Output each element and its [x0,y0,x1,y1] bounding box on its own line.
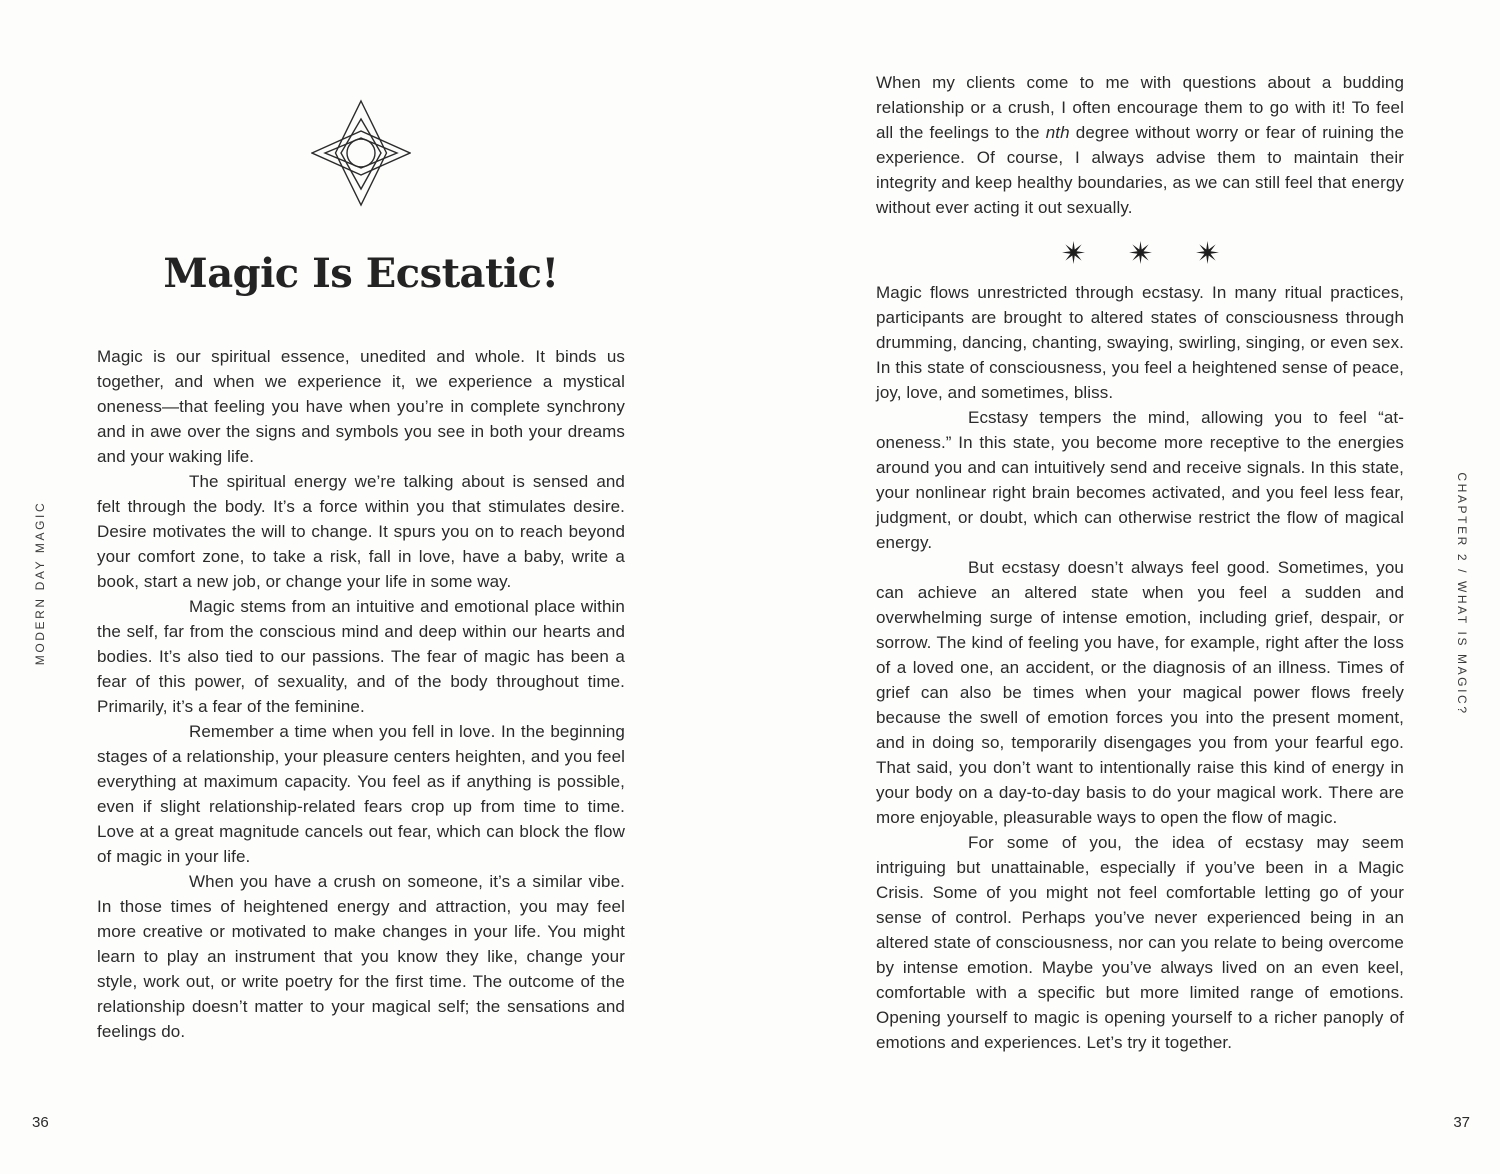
paragraph: Magic is our spiritual essence, unedited and whole. It binds us together, and when we experience it, we experience a mystical oneness—that feeling you have when you’re in complete synchrony and in awe over the signs and symbols you see in both your dreams and your waking life. [97,347,625,466]
star-ornament-icon [311,98,411,208]
left-page-body [97,344,625,1044]
intro-text-after: degree without worry or fear of ruining the experience. Of course, I always advise them to maintain their integrity and keep healthy boundaries, as we can still feel that energy without ever acting it out sexually. [876,123,1405,217]
right-running-header: CHAPTER 2 / WHAT IS MAGIC? [1455,472,1469,716]
paragraph: Magic flows unrestricted through ecstasy. In many ritual practices, participants are brought to altered states of consciousness through drumming, dancing, chanting, swaying, swirling, singing, or even sex. In this state of consciousness, you feel a heightened sense of peace, joy, love, and sometimes, bliss. [876,283,1404,402]
intro-italic-word: nth [1045,123,1070,142]
intro-text-before: When my clients come to me with questions about a budding relationship or a crush, I often encourage them to go with it! To feel all the feelings to the [876,73,1404,142]
left-page-number: 36 [32,1114,49,1131]
left-running-header: MODERN DAY MAGIC [33,500,47,666]
right-page-number: 37 [1453,1114,1470,1131]
paragraph: Remember a time when you fell in love. In the beginning stages of a relationship, your pleasure centers heighten, and you feel everything at maximum capacity. You feel as if anything is possible, even if slight relationship-related fears crop up from time to time. Love at a great magnitude cancels out fear, which can block the flow of magic in your life. [97,722,625,866]
paragraph: The spiritual energy we’re talking about is sensed and felt through the body. It’s a force within you that stimulates desire. Desire motivates the will to change. It spurs you on to reach beyond your comfort zone, to take a risk, fall in love, have a baby, write a book, start a new job, or change your life in some way. [97,472,625,591]
paragraph: For some of you, the idea of ecstasy may seem intriguing but unattainable, especially if you’ve been in a Magic Crisis. Some of you might not feel comfortable letting go of your sense of control. Perhaps you’ve never experienced being in an altered state of consciousness, nor can you relate to being overcome by intense emotion. Maybe you’ve always lived on an even keel, comfortable with a specific but more limited range of emotions. Opening yourself to magic is opening yourself to a richer panoply of emotions and experiences. Let’s try it together. [876,833,1404,1052]
section-break-star-icon [1128,240,1153,265]
paragraph: When you have a crush on someone, it’s a similar vibe. In those times of heightened energy and attraction, you may feel more creative or motivated to make changes in your life. You might learn to play an instrument that you know they like, change your style, work out, or write poetry for the first time. The outcome of the relationship doesn’t matter to your magical self; the sensations and feelings do. [97,872,625,1041]
right-page-body [876,70,1404,1055]
section-break-star-icon [1195,240,1220,265]
section-break [876,239,1404,265]
paragraph: Ecstasy tempers the mind, allowing you to feel “at-oneness.” In this state, you become more receptive to the energies around you and can intuitively send and receive signals. In this state, your nonlinear right brain becomes activated, and you feel less fear, judgment, or doubt, which can otherwise restrict the flow of magical energy. [876,408,1404,552]
paragraph: But ecstasy doesn’t always feel good. Sometimes, you can achieve an altered state when you feel a sudden and overwhelming surge of intense emotion, including grief, despair, or sorrow. The kind of feeling you have, for example, right after the loss of a loved one, an accident, or the diagnosis of an illness. Times of grief can also be times when your magical power flows freely because the swell of emotion forces you into the present moment, and in doing so, temporarily disengages you from your fearful ego. That said, you don’t want to intentionally raise this kind of energy in your body on a day-to-day basis to do your magical work. There are more enjoyable, pleasurable ways to open the flow of magic. [876,558,1404,827]
paragraph: Magic stems from an intuitive and emotional place within the self, far from the conscious mind and deep within our hearts and bodies. It’s also tied to our passions. The fear of magic has been a fear of this power, of sexuality, and of the body throughout time. Primarily, it’s a fear of the feminine. [97,597,625,716]
chapter-title: Magic Is Ecstatic! [163,250,559,297]
section-break-star-icon [1061,240,1086,265]
paragraph [876,70,1404,220]
